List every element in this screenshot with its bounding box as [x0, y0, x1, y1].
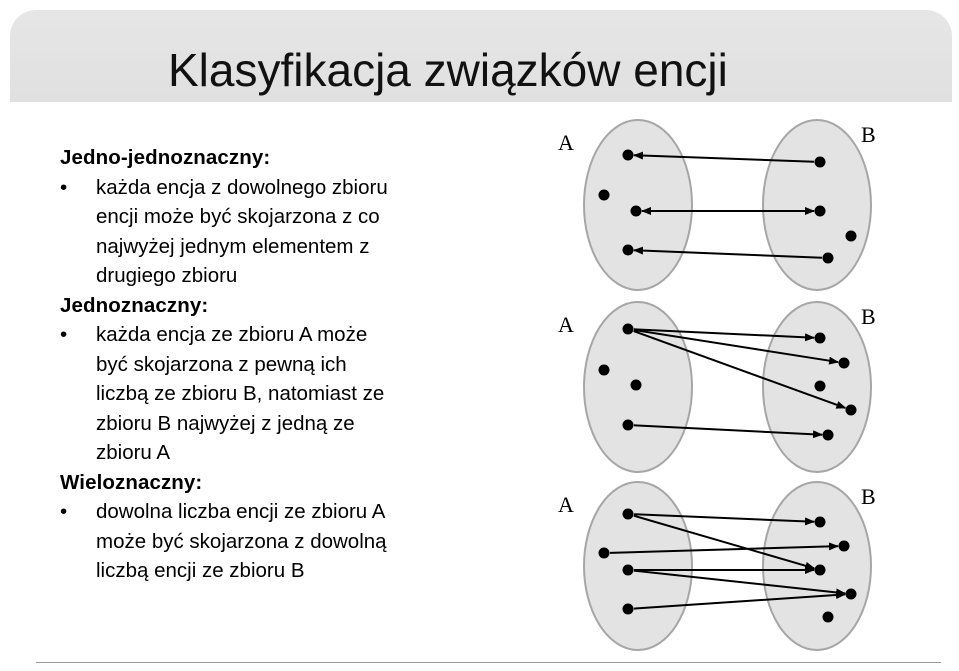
entity-b-dot — [839, 358, 850, 369]
heading-one-to-one: Jedno-jednoznaczny: — [60, 146, 271, 169]
entity-a-dot — [623, 324, 634, 335]
heading-many-to-many: Wieloznaczny: — [60, 470, 203, 494]
entity-a-dot — [623, 604, 634, 615]
entity-a-dot — [599, 190, 610, 201]
entity-a-dot — [599, 365, 610, 376]
entity-b-dot — [846, 589, 857, 600]
entity-b-dot — [823, 612, 834, 623]
slide-title: Klasyfikacja związków encji — [168, 44, 728, 96]
entity-b-dot — [823, 253, 834, 264]
bullet-dot: • — [60, 500, 68, 523]
entity-b-dot — [815, 565, 826, 576]
entity-b-dot — [815, 517, 826, 528]
entity-b-dot — [839, 541, 850, 552]
entity-b-dot — [815, 157, 826, 168]
bullet-dot: • — [60, 175, 68, 199]
bottom-divider — [36, 662, 941, 663]
entity-a-dot — [623, 150, 634, 161]
set-a-label: A — [558, 492, 574, 517]
set-b-label: B — [861, 304, 876, 329]
bullet-text-many-to-many: dowolna liczba encji ze zbioru A może być skojarzona z dowolną liczbą encji ze zbioru B — [96, 500, 387, 582]
entity-b-dot — [815, 333, 826, 344]
diagram-many-to-many — [558, 482, 876, 650]
heading-one-to-many: Jednoznaczny: — [60, 293, 209, 317]
diagram-one-to-one — [558, 120, 876, 290]
entity-b-dot — [815, 206, 826, 217]
set-b-label: B — [861, 484, 876, 509]
entity-a-dot — [631, 380, 642, 391]
entity-b-dot — [815, 381, 826, 392]
entity-a-dot — [623, 245, 634, 256]
entity-a-dot — [623, 420, 634, 431]
entity-a-dot — [599, 548, 610, 559]
entity-b-dot — [846, 231, 857, 242]
entity-b-dot — [846, 405, 857, 416]
entity-a-dot — [623, 509, 634, 520]
entity-b-dot — [823, 430, 834, 441]
set-b-label: B — [861, 122, 876, 147]
set-a-ellipse — [584, 482, 692, 650]
set-a-label: A — [558, 130, 574, 155]
bullet-text-one-to-many: każda encja ze zbioru A może być skojarzona z pewną ich liczbą ze zbioru B, natomiast ze zbioru B najwyżej z jedną ze zbioru A — [96, 323, 385, 464]
bullet-text-one-to-one: każda encja z dowolnego zbioru encji może być skojarzona z co najwyżej jednym elementem z drugiego zbioru — [96, 175, 388, 287]
entity-a-dot — [623, 565, 634, 576]
entity-a-dot — [631, 206, 642, 217]
set-a-label: A — [558, 312, 574, 337]
diagram-one-to-many — [558, 302, 876, 472]
bullet-dot: • — [60, 323, 68, 346]
set-b-ellipse — [763, 120, 871, 290]
set-a-ellipse — [584, 120, 692, 290]
